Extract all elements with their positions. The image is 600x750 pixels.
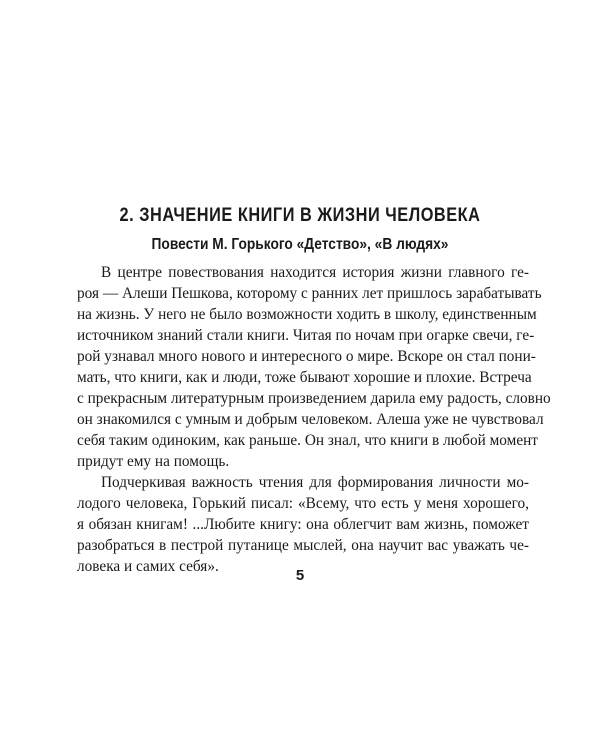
text-line: источником знаний стали книги. Читая по ночам при огарке свечи, ге-	[77, 327, 535, 344]
text-line: ловека и самих себя».	[77, 558, 219, 575]
chapter-title: 2. ЗНАЧЕНИЕ КНИГИ В ЖИЗНИ ЧЕЛОВЕКА	[119, 205, 481, 226]
text-line: мать, что книги, как и люди, тоже бывают хорошие и плохие. Встреча	[77, 369, 532, 386]
text-line: Подчеркивая важность чтения для формирования личности мо-	[101, 474, 529, 491]
page-number: 5	[295, 567, 305, 584]
text-line: себя таким одиноким, как раньше. Он знал, что книги в любой момент	[77, 432, 538, 449]
body-text	[77, 262, 551, 577]
text-line: с прекрасным литературным произведением дарила ему радость, словно	[77, 390, 551, 407]
text-line: лодого человека, Горький писал: «Всему, что есть у меня хорошего,	[77, 495, 529, 512]
text-line: я обязан книгам! ...Любите книгу: она облегчит вам жизнь, поможет	[77, 516, 529, 533]
text-line: В центре повествования находится история жизни главного ге-	[101, 264, 529, 281]
text-line: придут ему на помощь.	[77, 453, 230, 470]
paragraph	[77, 262, 551, 472]
text-line: роя — Алеши Пешкова, которому с ранних лет пришлось зарабатывать	[77, 285, 542, 302]
paragraph	[77, 472, 529, 577]
text-line: разобраться в пестрой путанице мыслей, она научит вас уважать че-	[77, 537, 529, 554]
text-line: он знакомился с умным и добрым человеком. Алеша уже не чувствовал	[77, 411, 544, 428]
section-subtitle: Повести М. Горького «Детство», «В людях»	[151, 236, 449, 253]
text-line: рой узнавал много нового и интересного о мире. Вскоре он стал пони-	[77, 348, 536, 365]
text-line: на жизнь. У него не было возможности ходить в школу, единственным	[77, 306, 537, 323]
